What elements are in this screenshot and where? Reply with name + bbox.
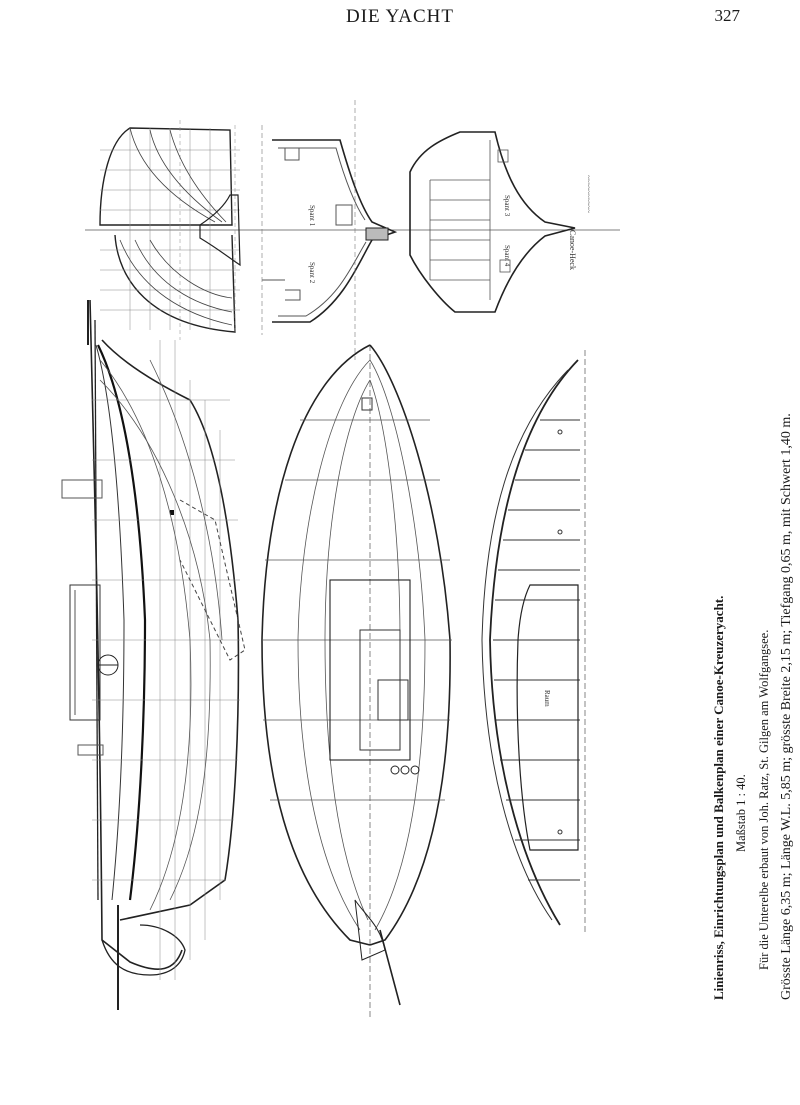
profile-plan <box>62 300 245 1010</box>
section-3-label: Spant 3 <box>503 195 511 217</box>
beam-plan <box>482 350 585 935</box>
cabin-label: Raum <box>543 690 551 707</box>
caption-builder: Für die Unterelbe erbaut von Joh. Ratz, St. Gilgen am Wolfgangsee. <box>756 629 771 970</box>
canoe-note-label: Canoe-Heck <box>568 230 577 270</box>
section-4-label: Spant 4 <box>503 245 511 267</box>
figure-caption <box>712 300 794 1000</box>
running-header-title: DIE YACHT <box>345 6 455 27</box>
body-plan <box>85 120 620 340</box>
caption-dimensions: Grösste Länge 6,35 m; Länge W.L. 5,85 m; grösste Breite 2,15 m; Tiefgang 0,65 m, mit Schwert 1,40 m. <box>779 413 794 1000</box>
caption-title: Linienriss, Einrichtungsplan und Balkenplan einer Canoe-Kreuzeryacht. <box>711 595 726 1000</box>
section-2-label: Spant 2 <box>308 262 316 284</box>
page-number: 327 <box>714 6 740 25</box>
cross-section-2 <box>410 132 592 312</box>
caption-scale: Maßstab 1 : 40. <box>734 774 748 852</box>
svg-text:~~~~~~~~~~: ~~~~~~~~~~ <box>584 175 592 213</box>
half-breadth-plan <box>262 345 452 1020</box>
section-1-label: Spant 1 <box>308 205 316 227</box>
